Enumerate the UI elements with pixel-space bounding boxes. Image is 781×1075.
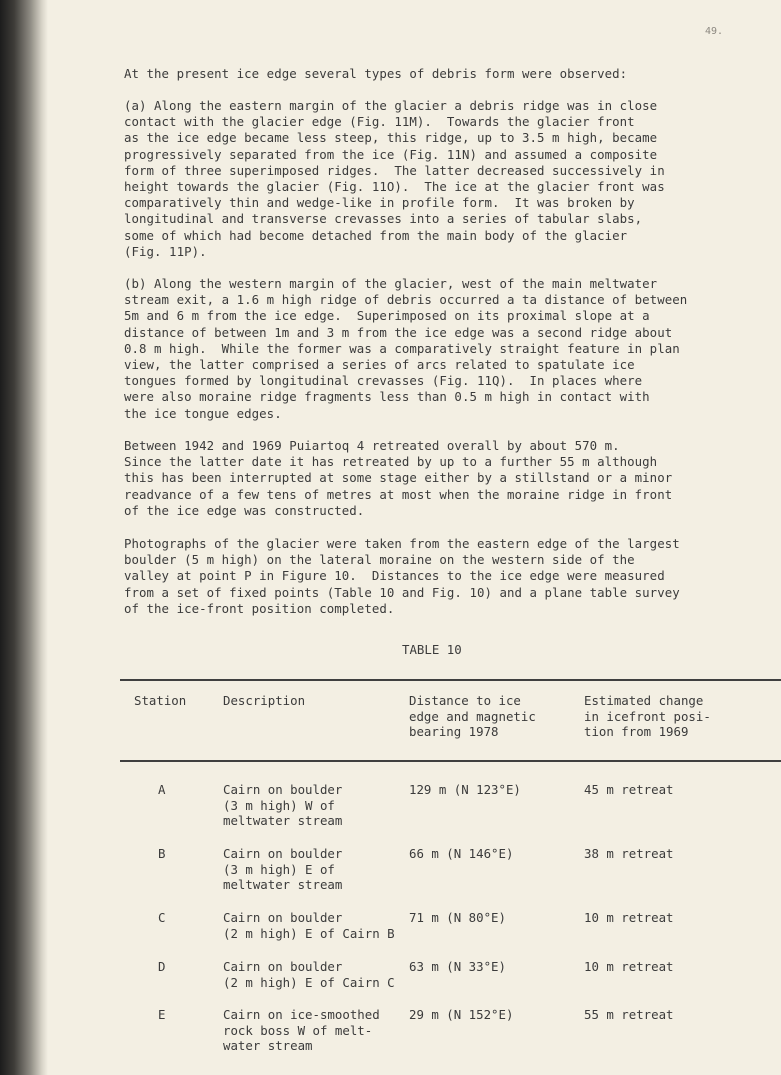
description-cell: Cairn on boulder (3 m high) E of meltwater stream [223, 846, 343, 892]
description-cell: Cairn on boulder (2 m high) E of Cairn B [223, 910, 395, 941]
distance-cell: 29 m (N 152°E) [409, 1007, 514, 1022]
header-station: Station [134, 693, 187, 708]
table-top-rule [120, 679, 781, 681]
table-caption: TABLE 10 [402, 642, 462, 657]
paragraph-photographs: Photographs of the glacier were taken from the eastern edge of the largest boulder (5 m high) on the lateral moraine on the western side of the valley at point P in Figure 10. Distances to the ice edge were measured from a set of fixed points (Table 10 and Fig. 10) and a plane table survey of the ice-front position completed. [124, 536, 680, 616]
change-cell: 10 m retreat [584, 910, 674, 925]
paragraph-b: (b) Along the western margin of the glacier, west of the main meltwater stream exit, a 1.6 m high ridge of debris occurred a ta distance of between 5m and 6 m from the ice edge. Superimposed on its proximal slope at a distance of between 1m and 3 m from the ice edge was a second ridge about 0.8 m high. While the former was a comparatively straight feature in plan view, the latter comprised a series of arcs related to spatulate ice tongues formed by longitudinal crevasses (Fig. 11Q). In places where were also moraine ridge fragments less than 0.5 m high in contact with the ice tongue edges. [124, 276, 688, 421]
station-cell: D [158, 959, 166, 974]
change-cell: 45 m retreat [584, 782, 674, 797]
description-cell: Cairn on ice-smoothed rock boss W of melt- water stream [223, 1007, 380, 1053]
distance-cell: 63 m (N 33°E) [409, 959, 506, 974]
distance-cell: 129 m (N 123°E) [409, 782, 521, 797]
paragraph-retreat: Between 1942 and 1969 Puiartoq 4 retreated overall by about 570 m. Since the latter date it has retreated by up to a further 55 m although this has been interrupted at some stage either by a stillstand or a minor readvance of a few tens of metres at most when the moraine ridge in front of the ice edge was constructed. [124, 438, 673, 518]
description-cell: Cairn on boulder (3 m high) W of meltwater stream [223, 782, 343, 828]
station-cell: B [158, 846, 166, 861]
station-cell: A [158, 782, 166, 797]
page-number: 49. [705, 26, 724, 37]
change-cell: 55 m retreat [584, 1007, 674, 1022]
header-change: Estimated change in icefront posi- tion from 1969 [584, 693, 711, 739]
intro-paragraph: At the present ice edge several types of debris form were observed: [124, 66, 628, 81]
distance-cell: 66 m (N 146°E) [409, 846, 514, 861]
station-cell: C [158, 910, 166, 925]
table-header-rule [120, 760, 781, 762]
paragraph-a: (a) Along the eastern margin of the glacier a debris ridge was in close contact with the glacier edge (Fig. 11M). Towards the glacier front as the ice edge became less steep, this ridge, up to 3.5 m high, became progressively separated from the ice (Fig. 11N) and assumed a composite form of three superimposed ridges. The latter decreased successively in height towards the glacier (Fig. 11O). The ice at the glacier front was comparatively thin and wedge-like in profile form. It was broken by longitudinal and transverse crevasses into a series of tabular slabs, some of which had become detached from the main body of the glacier (Fig. 11P). [124, 98, 665, 259]
distance-cell: 71 m (N 80°E) [409, 910, 506, 925]
change-cell: 10 m retreat [584, 959, 674, 974]
header-distance: Distance to ice edge and magnetic bearing 1978 [409, 693, 536, 739]
description-cell: Cairn on boulder (2 m high) E of Cairn C [223, 959, 395, 990]
station-cell: E [158, 1007, 166, 1022]
header-description: Description [223, 693, 306, 708]
change-cell: 38 m retreat [584, 846, 674, 861]
page-binding-shadow [0, 0, 48, 1075]
